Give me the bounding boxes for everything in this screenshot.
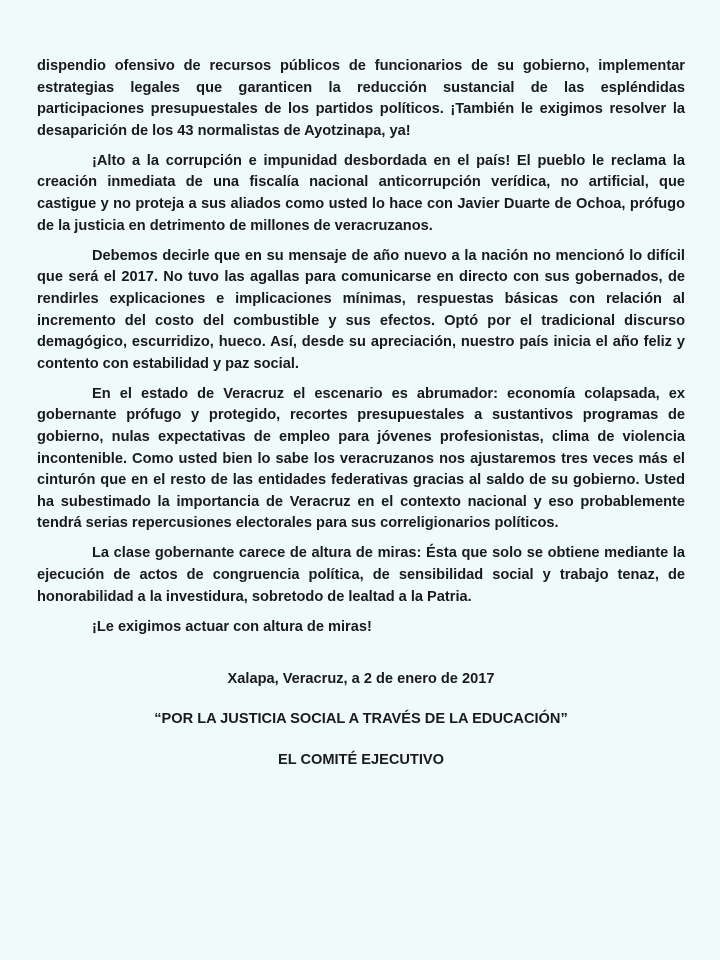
signature: EL COMITÉ EJECUTIVO [278, 751, 444, 768]
document-page [37, 56, 685, 790]
paragraph-3: Debemos decirle que en su mensaje de año nuevo a la nación no mencionó lo difícil que será el 2017. No tuvo las agallas para comunicarse en directo con sus gobernados, de rendirles explicaciones e implicaciones mínimas, respuestas básicas con relación al incremento del costo del combustible y sus efectos. Optó por el tradicional discurso demagógico, escurridizo, hueco. Así, desde su apreciación, nuestro país inicia el año feliz y contento con estabilidad y paz social. [37, 247, 685, 372]
place-date: Xalapa, Veracruz, a 2 de enero de 2017 [227, 671, 495, 688]
paragraph-4: En el estado de Veracruz el escenario es abrumador: economía colapsada, ex gobernante prófugo y protegido, recortes presupuestales a sustantivos programas de gobierno, nulas expectativas de empleo para jóvenes profesionistas, clima de violencia incontenible. Como usted bien lo sabe los veracruzanos nos ajustaremos tres veces más el cinturón que en el resto de las entidades federativas gracias al saldo de su gobierno. Usted ha subestimado la importancia de Veracruz en el contexto nacional y eso probablemente tendrá serias repercusiones electorales para sus correligionarios políticos. [37, 385, 685, 532]
paragraph-2: ¡Alto a la corrupción e impunidad desbordada en el país! El pueblo le reclama la creación inmediata de una fiscalía nacional anticorrupción verídica, no artificial, que castigue y no proteja a sus aliados como usted lo hace con Javier Duarte de Ochoa, prófugo de la justicia en detrimento de millones de veracruzanos. [37, 152, 685, 234]
paragraph-5: La clase gobernante carece de altura de miras: Ésta que solo se obtiene mediante la ejecución de actos de congruencia política, de sensibilidad social y trabajo tenaz, de honorabilidad a la investidura, sobretodo de lealtad a la Patria. [37, 545, 685, 605]
motto: “POR LA JUSTICIA SOCIAL A TRAVÉS DE LA EDUCACIÓN” [154, 711, 568, 728]
closing-block [37, 669, 685, 771]
paragraph-6: ¡Le exigimos actuar con altura de miras! [92, 618, 372, 635]
paragraph-1: dispendio ofensivo de recursos públicos de funcionarios de su gobierno, implementar estrategias legales que garanticen la reducción sustancial de las espléndidas participaciones presupuestales de los partidos políticos. ¡También le exigimos resolver la desaparición de los 43 normalistas de Ayotzinapa, ya! [37, 58, 685, 139]
